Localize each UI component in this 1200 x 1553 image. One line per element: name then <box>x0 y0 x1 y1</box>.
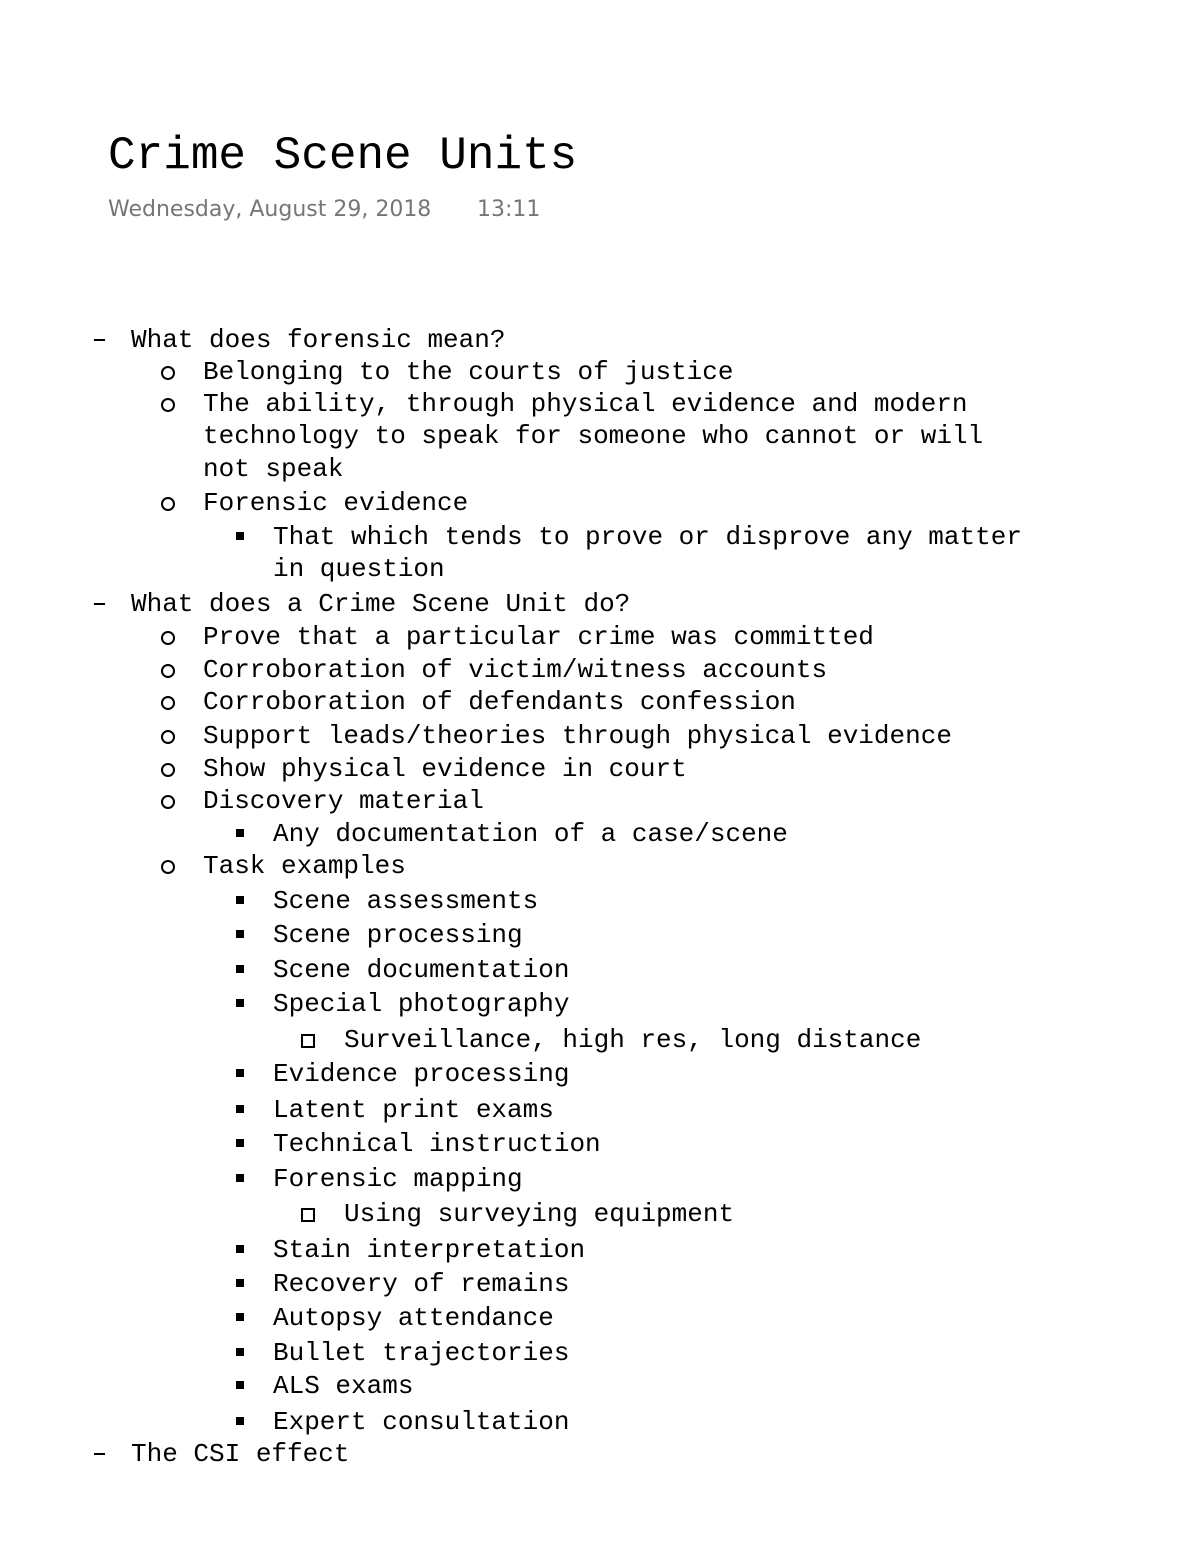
outline-item: Any documentation of a case/scene <box>273 819 788 849</box>
square-bullet-icon <box>236 1105 244 1113</box>
page-date: Wednesday, August 29, 2018 <box>108 197 432 222</box>
circle-bullet-icon <box>161 664 175 678</box>
outline-item: Bullet trajectories <box>273 1338 570 1368</box>
outline-item: Expert consultation <box>273 1407 570 1437</box>
dash-bullet-icon <box>94 603 105 605</box>
outline-item: Surveillance, high res, long distance <box>344 1025 922 1055</box>
outline-item: Autopsy attendance <box>273 1303 554 1333</box>
outline-item: The ability, through physical evidence and modern <box>203 389 968 419</box>
outline-item: What does forensic mean? <box>131 325 506 355</box>
square-bullet-icon <box>236 1279 244 1287</box>
outline-item: That which tends to prove or disprove any matter <box>273 522 1022 552</box>
circle-bullet-icon <box>161 366 175 380</box>
open-square-bullet-icon <box>301 1034 315 1048</box>
dash-bullet-icon <box>94 1453 105 1455</box>
square-bullet-icon <box>236 896 244 904</box>
outline-item: Belonging to the courts of justice <box>203 357 734 387</box>
circle-bullet-icon <box>161 860 175 874</box>
outline-item: Prove that a particular crime was committed <box>203 622 874 652</box>
square-bullet-icon <box>236 1139 244 1147</box>
outline-item: The CSI effect <box>131 1439 350 1469</box>
dash-bullet-icon <box>94 339 105 341</box>
square-bullet-icon <box>236 1313 244 1321</box>
outline-item: Support leads/theories through physical evidence <box>203 721 952 751</box>
outline-item: Evidence processing <box>273 1059 570 1089</box>
square-bullet-icon <box>236 965 244 973</box>
outline-item: Scene processing <box>273 920 523 950</box>
circle-bullet-icon <box>161 631 175 645</box>
circle-bullet-icon <box>161 763 175 777</box>
page-time: 13:11 <box>477 197 541 222</box>
outline-item: ALS exams <box>273 1371 414 1401</box>
outline-item: Special photography <box>273 989 570 1019</box>
circle-bullet-icon <box>161 497 175 511</box>
outline-item: Recovery of remains <box>273 1269 570 1299</box>
square-bullet-icon <box>236 930 244 938</box>
outline-item: Discovery material <box>203 786 484 816</box>
square-bullet-icon <box>236 532 244 540</box>
outline-item: Latent print exams <box>273 1095 554 1125</box>
circle-bullet-icon <box>161 730 175 744</box>
square-bullet-icon <box>236 1381 244 1389</box>
outline-item: Forensic mapping <box>273 1164 523 1194</box>
square-bullet-icon <box>236 1348 244 1356</box>
circle-bullet-icon <box>161 795 175 809</box>
square-bullet-icon <box>236 829 244 837</box>
outline-item: Scene assessments <box>273 886 539 916</box>
square-bullet-icon <box>236 1174 244 1182</box>
outline-item: Corroboration of victim/witness accounts <box>203 655 828 685</box>
outline-item: Scene documentation <box>273 955 570 985</box>
outline-item: Forensic evidence <box>203 488 469 518</box>
outline-item: What does a Crime Scene Unit do? <box>131 589 631 619</box>
square-bullet-icon <box>236 999 244 1007</box>
outline-item: Stain interpretation <box>273 1235 586 1265</box>
outline-item: in question <box>273 554 445 584</box>
square-bullet-icon <box>236 1417 244 1425</box>
outline-item: not speak <box>203 454 344 484</box>
open-square-bullet-icon <box>301 1208 315 1222</box>
square-bullet-icon <box>236 1069 244 1077</box>
circle-bullet-icon <box>161 398 175 412</box>
outline-item: Using surveying equipment <box>344 1199 735 1229</box>
outline-item: technology to speak for someone who cannot or will <box>203 421 984 451</box>
outline-item: Show physical evidence in court <box>203 754 687 784</box>
outline-item: Task examples <box>203 851 406 881</box>
page-title: Crime Scene Units <box>108 130 578 182</box>
circle-bullet-icon <box>161 696 175 710</box>
outline-item: Corroboration of defendants confession <box>203 687 796 717</box>
square-bullet-icon <box>236 1245 244 1253</box>
outline-item: Technical instruction <box>273 1129 601 1159</box>
